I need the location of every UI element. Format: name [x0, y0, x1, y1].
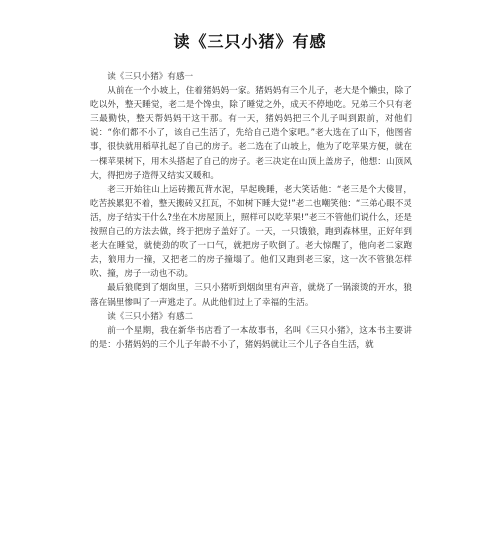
paragraph-4: 前一个星期，我在新华书店看了一本故事书，名叫《三只小猪》，这本书主要讲的是：小猪妈妈的三个儿子年龄不小了，猪妈妈就让三个儿子各自生活，就 [90, 325, 412, 350]
document-body [90, 70, 412, 352]
paragraph-2: 老三开始往山上运砖搬瓦背水泥，早起晚睡，老大笑话他：“老三是个大傻冒，吃苦挨累犯不着，整天搬砖又扛瓦，不如树下睡大觉!”老二也嘲笑他：“三弟心眼不灵活，房子结实干什么?坐在木房屋顶上，照样可以吃苹果!”老三不管他们说什么，还是按照自己的方法去做，终于把房子盖好了。一天，一只饿狼，跑到森林里，正好年到老大在睡觉，就使劲的吹了一口气，就把房子吹倒了。老大惊醒了，他向老二家跑去，狼用力一撞，又把老二的房子撞塌了。他们又跑到老三家，这一次不管狼怎样吹、撞，房子一动也不动。 [90, 184, 412, 280]
paragraph-3: 最后狼爬到了烟囱里，三只小猪听到烟囱里有声音，就烧了一锅滚烫的开水，狼落在锅里惨叫了一声逃走了。从此他们过上了幸福的生活。 [90, 283, 412, 308]
paragraph-1: 从前在一个小坡上，住着猪妈妈一家。猪妈妈有三个儿子，老大是个懒虫，除了吃以外，整天睡觉，老二是个馋虫，除了睡觉之外，成天不停地吃。兄弟三个只有老三最勤快，整天帮妈妈干这干那。有一天，猪妈妈把三个儿子叫到跟前，对他们说：“你们都不小了，该自己生活了，先给自己造个家吧。”老大选在了山下，他图省事，很快就用稻草扎起了自己的房子。老二选在了山坡上，他为了吃苹果方便，就在一棵苹果树下，用木头搭起了自己的房子。老三决定在山顶上盖房子，他想：山顶风大，得把房子造得又结实又暖和。 [90, 86, 412, 181]
document-title: 读《三只小猪》有感 [173, 32, 327, 51]
section-heading-2: 读《三只小猪》有感二 [107, 311, 194, 322]
section-heading-1: 读《三只小猪》有感一 [107, 72, 194, 82]
